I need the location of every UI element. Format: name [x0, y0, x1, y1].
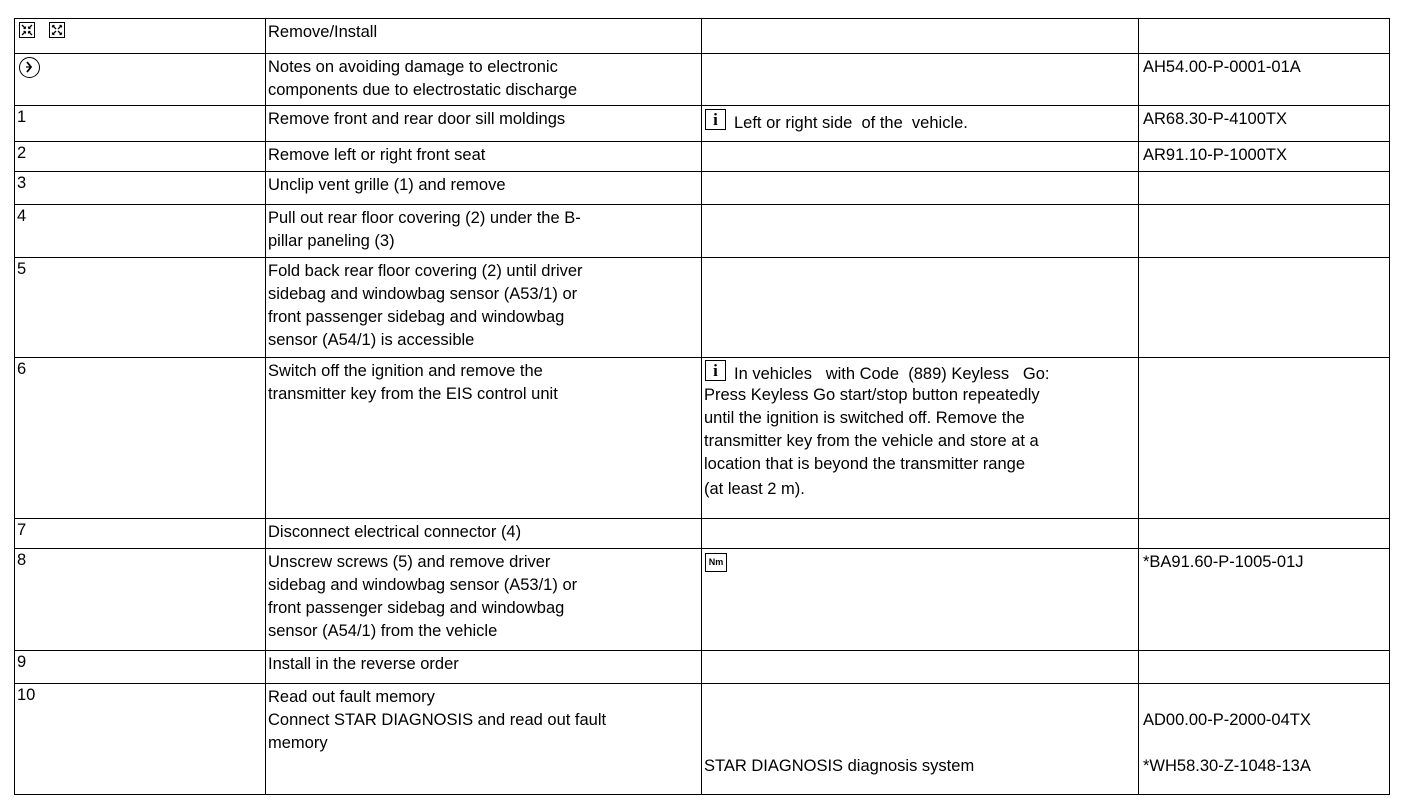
- step-number: 3: [17, 174, 27, 192]
- note-text: location that is beyond the transmitter range: [704, 455, 1026, 473]
- table-row: [15, 142, 1390, 172]
- esd-warning-icon: [19, 57, 40, 78]
- step-number-cell: [15, 549, 266, 651]
- remove-icon: [19, 22, 35, 38]
- operation-text: Remove left or right front seat: [268, 146, 486, 164]
- table-row: [15, 172, 1390, 205]
- tool-text: STAR DIAGNOSIS diagnosis system: [704, 757, 975, 775]
- operation-text: Connect STAR DIAGNOSIS and read out fault: [268, 711, 607, 729]
- operation-text: Disconnect electrical connector (4): [268, 523, 522, 541]
- note-text: transmitter key from the vehicle and store at a: [704, 432, 1039, 450]
- table-row: [15, 519, 1390, 549]
- operation-text: Read out fault memory: [268, 688, 435, 706]
- note-cell: [702, 172, 1139, 205]
- table-row: [15, 684, 1390, 795]
- operation-text: Install in the reverse order: [268, 655, 459, 673]
- step-number: 10: [17, 686, 36, 704]
- operation-cell: [266, 205, 702, 258]
- table-row: [15, 358, 1390, 519]
- step-number: 5: [17, 260, 27, 278]
- operation-text: memory: [268, 734, 328, 752]
- reference-cell: [1139, 358, 1390, 519]
- step-number: 9: [17, 653, 27, 671]
- note-cell: [702, 358, 1139, 519]
- note-cell: [702, 651, 1139, 684]
- operation-text: Pull out rear floor covering (2) under the B-: [268, 209, 581, 227]
- note-cell: [702, 19, 1139, 54]
- operation-cell: [266, 258, 702, 358]
- reference-cell: [1139, 172, 1390, 205]
- note-text: Left or right side of the vehicle.: [734, 114, 968, 132]
- step-number-cell: [15, 142, 266, 172]
- operation-text: components due to electrostatic discharge: [268, 81, 578, 99]
- operation-cell: [266, 106, 702, 142]
- operation-text: Unclip vent grille (1) and remove: [268, 176, 506, 194]
- table-row: [15, 549, 1390, 651]
- operation-cell: [266, 519, 702, 549]
- operation-cell: [266, 172, 702, 205]
- reference-cell[interactable]: [1139, 142, 1390, 172]
- operation-text: sensor (A54/1) from the vehicle: [268, 622, 498, 640]
- step-number-cell: [15, 205, 266, 258]
- reference-cell: [1139, 519, 1390, 549]
- table-row: [15, 258, 1390, 358]
- operation-title: Remove/Install: [268, 23, 378, 41]
- note-cell: [702, 519, 1139, 549]
- operation-cell: [266, 54, 702, 106]
- note-cell: [702, 106, 1139, 142]
- table-row: [15, 106, 1390, 142]
- note-cell: [702, 684, 1139, 795]
- operation-cell: [266, 684, 702, 795]
- operation-text: pillar paneling (3): [268, 232, 395, 250]
- reference-cell[interactable]: [1139, 54, 1390, 106]
- table-row: [15, 54, 1390, 106]
- step-number-cell: [15, 172, 266, 205]
- operation-text: sidebag and windowbag sensor (A53/1) or: [268, 576, 578, 594]
- step-number-cell: [15, 258, 266, 358]
- operation-text: transmitter key from the EIS control unit: [268, 385, 558, 403]
- reference-cell: [1139, 258, 1390, 358]
- operation-text: sensor (A54/1) is accessible: [268, 331, 475, 349]
- step-number-cell: [15, 651, 266, 684]
- note-cell: [702, 205, 1139, 258]
- operation-text: Switch off the ignition and remove the: [268, 362, 543, 380]
- info-icon: i: [705, 109, 726, 130]
- note-cell: [702, 549, 1139, 651]
- step-number-cell: [15, 358, 266, 519]
- operation-text: Unscrew screws (5) and remove driver: [268, 553, 551, 571]
- table-row: [15, 651, 1390, 684]
- reference-cell: [1139, 205, 1390, 258]
- torque-icon: Nm: [705, 553, 727, 572]
- install-icon: [49, 22, 65, 38]
- step-number-cell: [15, 519, 266, 549]
- step-number: 2: [17, 144, 27, 162]
- step-number-cell: [15, 106, 266, 142]
- reference-link[interactable]: AH54.00-P-0001-01A: [1143, 58, 1301, 76]
- table-row: [15, 19, 1390, 54]
- table-row: [15, 205, 1390, 258]
- info-icon: i: [705, 360, 726, 381]
- reference-link[interactable]: AR68.30-P-4100TX: [1143, 110, 1287, 128]
- reference-link[interactable]: AD00.00-P-2000-04TX: [1143, 711, 1311, 729]
- step-number: 7: [17, 521, 27, 539]
- operation-cell: [266, 358, 702, 519]
- operation-cell: [266, 651, 702, 684]
- step-number: 6: [17, 360, 27, 378]
- operation-text: Remove front and rear door sill moldings: [268, 110, 566, 128]
- operation-cell: [266, 142, 702, 172]
- reference-link[interactable]: AR91.10-P-1000TX: [1143, 146, 1287, 164]
- reference-cell[interactable]: [1139, 106, 1390, 142]
- step-number-cell: [15, 19, 266, 54]
- note-text: Press Keyless Go start/stop button repeatedly: [704, 386, 1040, 404]
- reference-cell[interactable]: [1139, 684, 1390, 795]
- note-cell: [702, 258, 1139, 358]
- step-number-cell: [15, 684, 266, 795]
- operation-text: sidebag and windowbag sensor (A53/1) or: [268, 285, 578, 303]
- operation-text: Notes on avoiding damage to electronic: [268, 58, 558, 76]
- operation-text: front passenger sidebag and windowbag: [268, 308, 565, 326]
- reference-cell: [1139, 651, 1390, 684]
- operation-text: front passenger sidebag and windowbag: [268, 599, 565, 617]
- step-number-cell: [15, 54, 266, 106]
- note-cell: [702, 142, 1139, 172]
- reference-cell: [1139, 19, 1390, 54]
- operation-cell: [266, 549, 702, 651]
- operation-text: Fold back rear floor covering (2) until driver: [268, 262, 583, 280]
- reference-link[interactable]: *WH58.30-Z-1048-13A: [1143, 757, 1311, 775]
- operation-cell: [266, 19, 702, 54]
- note-text: In vehicles with Code (889) Keyless Go:: [734, 365, 1050, 383]
- step-number: 4: [17, 207, 27, 225]
- procedure-table: [14, 18, 1390, 795]
- step-number: 1: [17, 108, 27, 126]
- reference-link[interactable]: *BA91.60-P-1005-01J: [1143, 553, 1304, 571]
- note-text: (at least 2 m).: [704, 480, 805, 498]
- note-cell: [702, 54, 1139, 106]
- step-number: 8: [17, 551, 27, 569]
- reference-cell[interactable]: [1139, 549, 1390, 651]
- note-text: until the ignition is switched off. Remove the: [704, 409, 1025, 427]
